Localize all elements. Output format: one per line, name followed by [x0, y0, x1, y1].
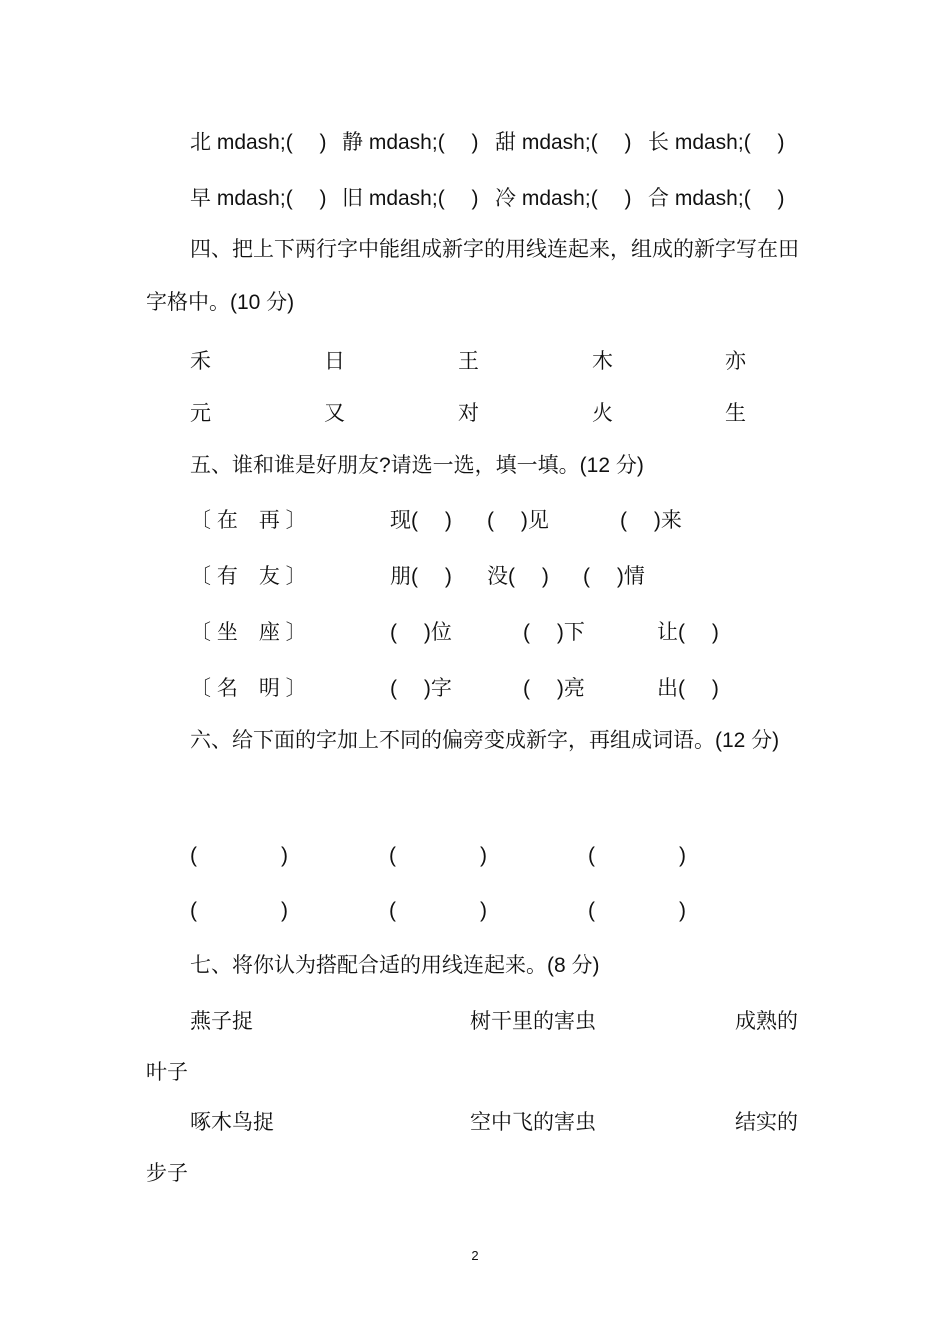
match-left: 燕子捉 [190, 1010, 253, 1033]
character: 对 [458, 402, 479, 425]
choice-row-1 [0, 504, 950, 536]
character: 又 [324, 402, 345, 425]
radical-blank: ( ) [389, 844, 487, 867]
radical-blank: ( ) [389, 899, 487, 922]
match-right: 成熟的 [735, 1010, 798, 1033]
choice-pair: 〔 在 再 〕 [190, 509, 307, 532]
antonym-item: 甜 mdash;( ) [495, 131, 632, 154]
antonym-row-1 [0, 126, 950, 158]
character: 火 [592, 402, 613, 425]
match-middle: 空中飞的害虫 [470, 1111, 596, 1134]
match-right-continued: 叶子 [146, 1061, 188, 1084]
antonym-item: 长 mdash;( ) [648, 131, 785, 154]
character-top-row [0, 345, 950, 377]
match-middle: 树干里的害虫 [470, 1010, 596, 1033]
antonym-item: 北 mdash;( ) [190, 131, 327, 154]
choice-row-2 [0, 560, 950, 592]
matching-line-2 [0, 1106, 950, 1138]
character: 木 [592, 350, 613, 373]
character-bottom-row [0, 397, 950, 429]
fill-blank: ( )字 [390, 677, 452, 700]
character: 日 [324, 350, 345, 373]
antonym-item: 早 mdash;( ) [190, 187, 327, 210]
section7-heading: 七、将你认为搭配合适的用线连起来。(8 分) [190, 954, 600, 977]
character: 元 [190, 402, 211, 425]
match-right: 结实的 [735, 1111, 798, 1134]
radical-blank: ( ) [588, 844, 686, 867]
character: 生 [725, 402, 746, 425]
choice-row-3 [0, 616, 950, 648]
antonym-item: 冷 mdash;( ) [495, 187, 632, 210]
fill-blank: ( )亮 [523, 677, 585, 700]
radical-row-2 [0, 894, 950, 926]
choice-row-4 [0, 672, 950, 704]
matching-wrap-2 [0, 1157, 950, 1189]
section6-heading: 六、给下面的字加上不同的偏旁变成新字，再组成词语。(12 分) [190, 729, 780, 752]
fill-blank: 让( ) [657, 621, 719, 644]
choice-pair: 〔 坐 座 〕 [190, 621, 307, 644]
fill-blank: ( )见 [487, 509, 549, 532]
antonym-item: 合 mdash;( ) [648, 187, 785, 210]
radical-row-1 [0, 839, 950, 871]
match-right-continued: 步子 [146, 1162, 188, 1185]
fill-blank: 现( ) [390, 509, 452, 532]
radical-blank: ( ) [190, 844, 288, 867]
fill-blank: 没( ) [487, 565, 549, 588]
section5-heading: 五、谁和谁是好朋友?请选一选，填一填。(12 分) [190, 454, 644, 477]
antonym-row-2 [0, 182, 950, 214]
matching-line-1 [0, 1005, 950, 1037]
character: 亦 [725, 350, 746, 373]
fill-blank: ( )下 [523, 621, 585, 644]
fill-blank: 朋( ) [390, 565, 452, 588]
fill-blank: ( )位 [390, 621, 452, 644]
radical-blank: ( ) [190, 899, 288, 922]
character: 禾 [190, 350, 211, 373]
fill-blank: 出( ) [657, 677, 719, 700]
choice-pair: 〔 名 明 〕 [190, 677, 307, 700]
fill-blank: ( )情 [583, 565, 645, 588]
page-number: 2 [471, 1248, 479, 1263]
section4-heading: 四、把上下两行字中能组成新字的用线连起来，组成的新字写在田字格中。(10 分) [146, 238, 799, 314]
match-left: 啄木鸟捉 [190, 1111, 274, 1134]
antonym-item: 旧 mdash;( ) [342, 187, 479, 210]
fill-blank: ( )来 [620, 509, 682, 532]
matching-wrap-1 [0, 1056, 950, 1088]
antonym-item: 静 mdash;( ) [342, 131, 479, 154]
character: 王 [458, 350, 479, 373]
choice-pair: 〔 有 友 〕 [190, 565, 307, 588]
radical-blank: ( ) [588, 899, 686, 922]
